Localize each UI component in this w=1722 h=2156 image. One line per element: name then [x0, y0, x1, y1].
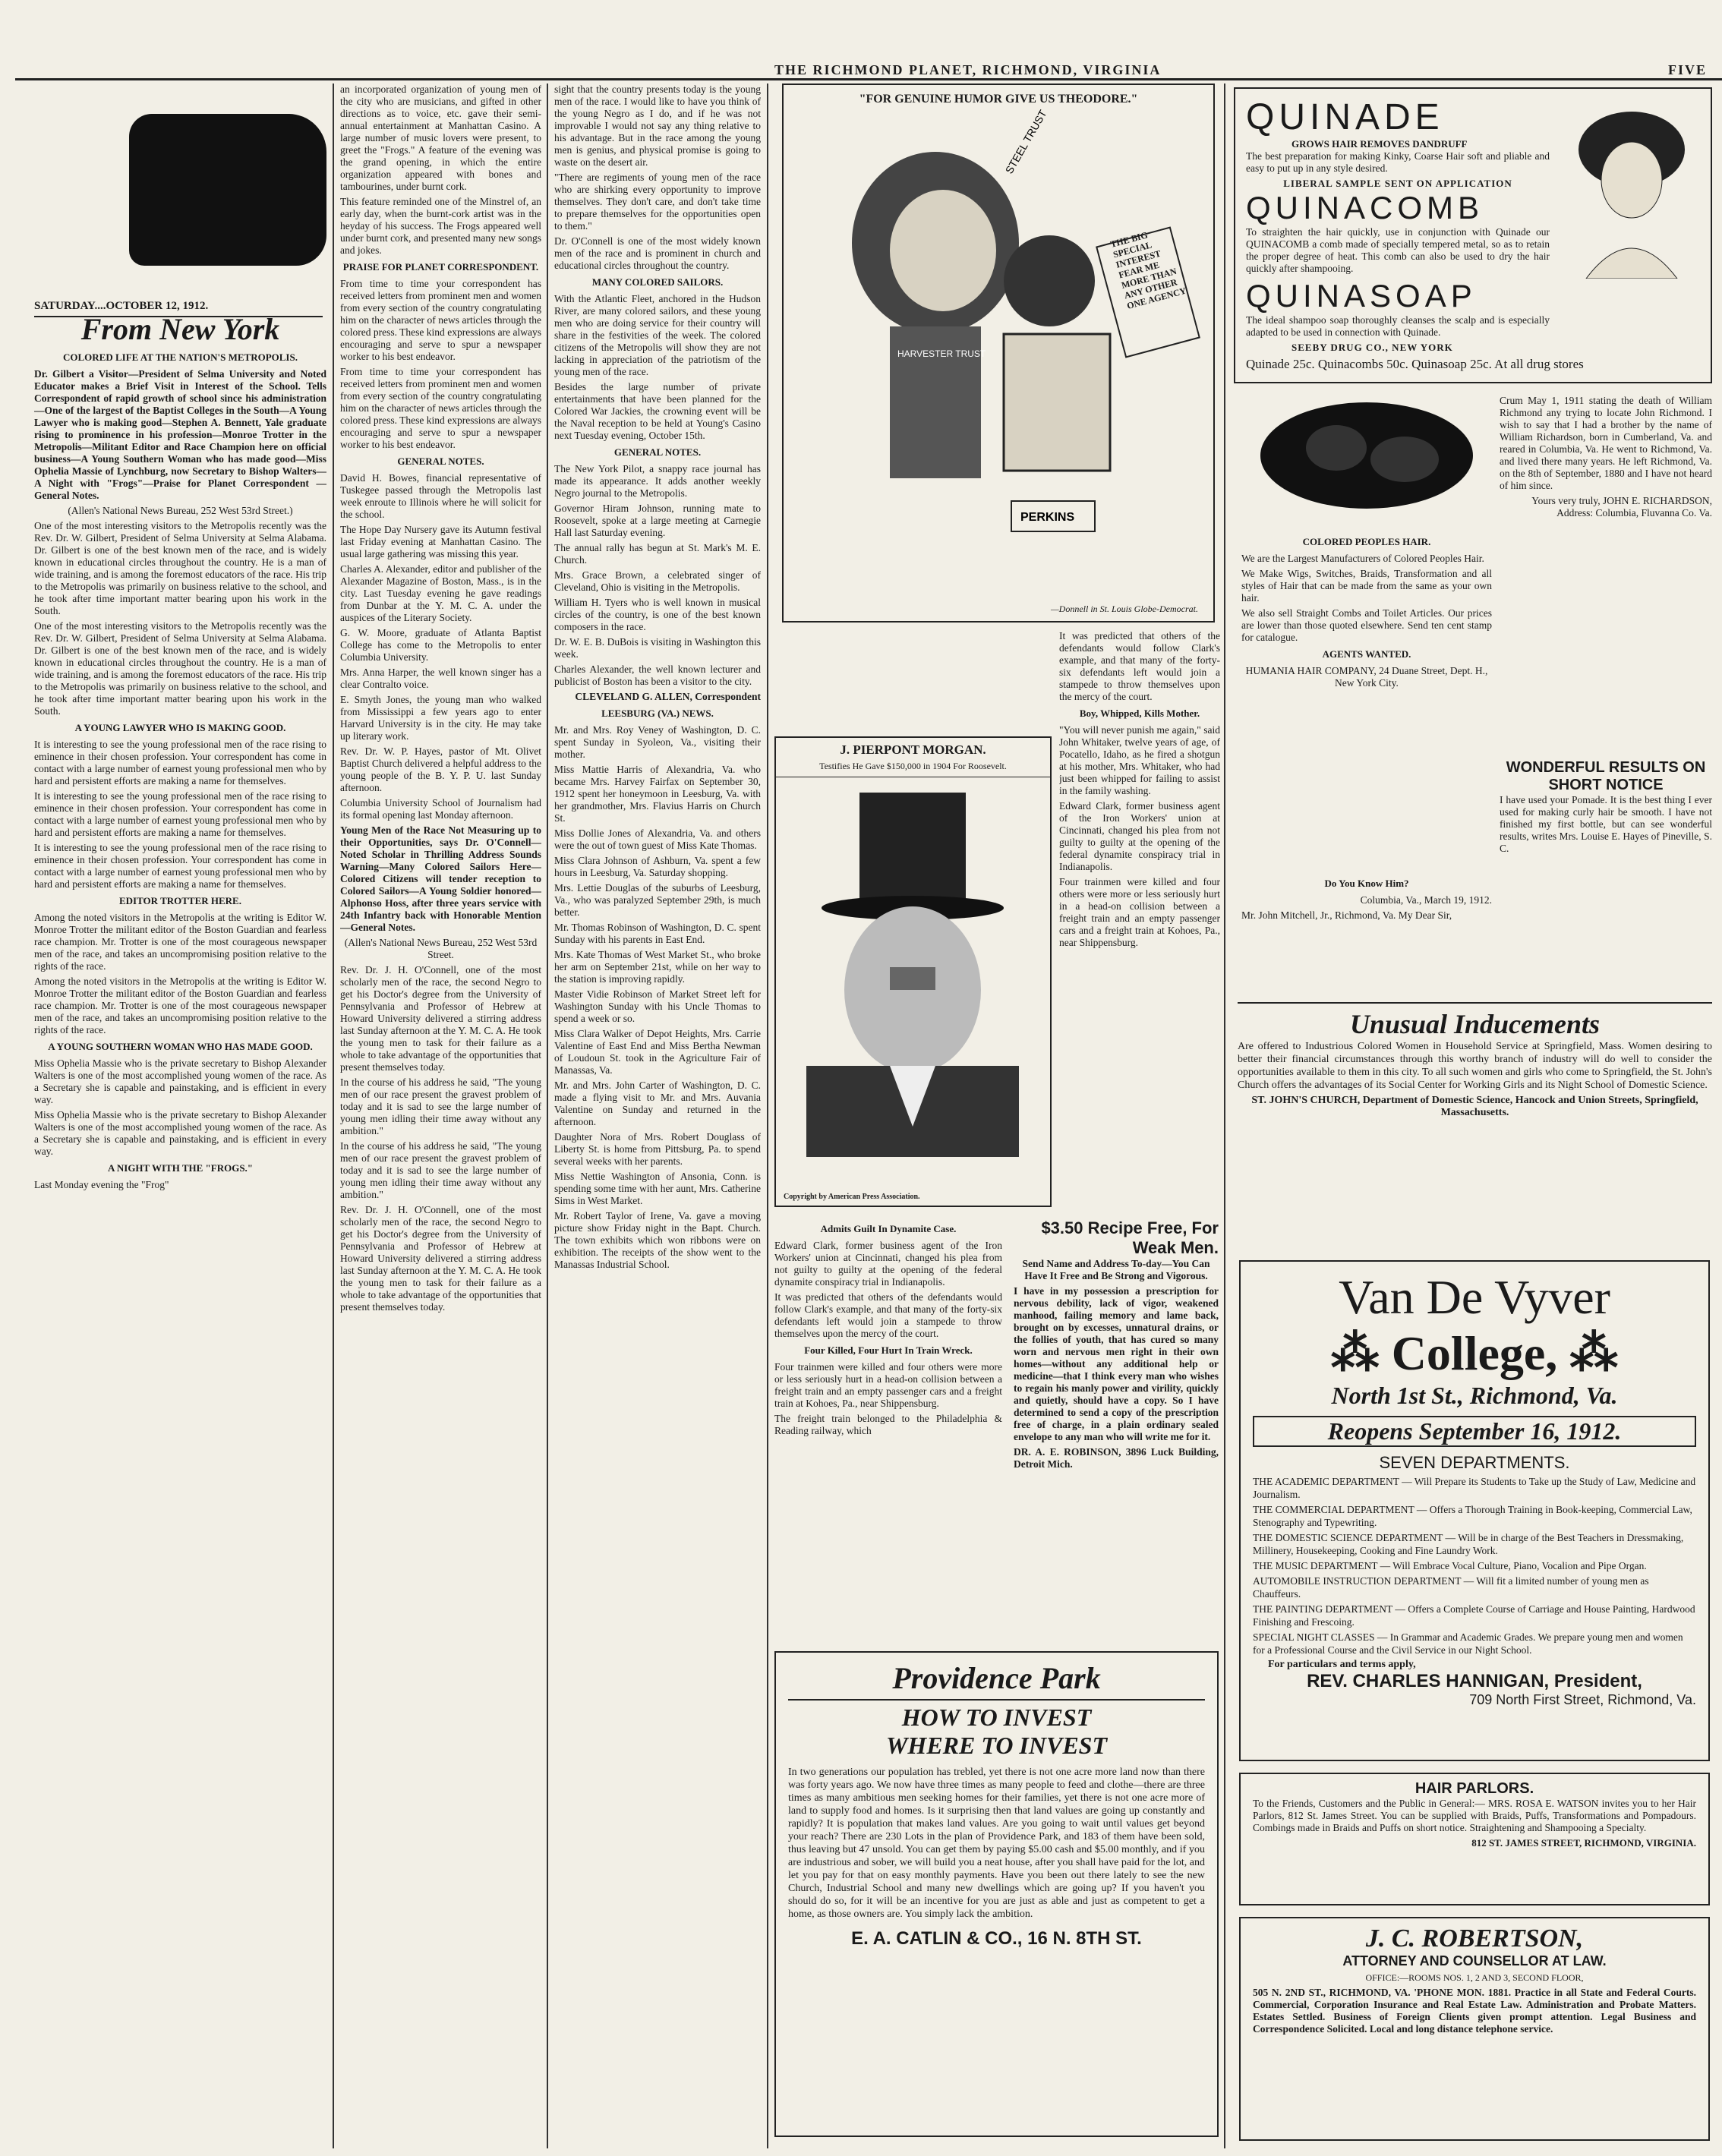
ad-body: To straighten the hair quickly, use in conjunction with Quinade our QUINACOMB a comb made of specially tempered metal, so as to retain the proper degree of heat. This comb can also be used to dry the hair quickly after shampooing. — [1246, 226, 1550, 274]
paragraph: The freight train belonged to the Philadelphia & Reading railway, which — [774, 1413, 1002, 1436]
paragraph: Governor Hiram Johnson, running mate to Roosevelt, spoke at a large meeting at Carnegie Hall last Saturday evening. — [554, 503, 761, 538]
deck: Young Men of the Race Not Measuring up to their Opportunities, says Dr. O'Connell—Noted Scholar in Thrilling Address Sounds Warning—Many Colored Sailors Here—Colored Citizens will tender reception to Colored Sailors—A Young Soldier honored—Alphonso Hoss, after three years service with 24th Infantry back with Honorable Mention—General Notes. — [340, 824, 541, 933]
column-rule — [1224, 84, 1225, 2148]
notice-body: Crum May 1, 1911 stating the death of William Richmond any trying to locate John Richmond. I wish to say that I had a brother by the name of William Richardson, born in Cumberland, Va. and reared in Columbia, Va. He went to Richmond, Va. and lived there many years. He left Richmond, Va. on the 8th of September, 1880 and I have not heard of him since. — [1500, 395, 1712, 491]
ad-body: We also sell Straight Combs and Toilet Articles. Our prices are lower than those quoted elsewhere. Send ten cent stamp for catalogue. — [1241, 607, 1492, 643]
fleuron-icon: ⁂ — [1569, 1326, 1619, 1380]
paragraph: Miss Clara Walker of Depot Heights, Mrs. Carrie Valentine of East End and Miss Bertha Newman of Loudoun St. took in the Agriculture Fair of Manassas, Va. — [554, 1028, 761, 1076]
ad-firm: E. A. CATLIN & CO., 16 N. 8TH ST. — [851, 1928, 1142, 1949]
ad-body: To the Friends, Customers and the Public in General:— MRS. ROSA E. WATSON invites you to her Hair Parlors, 812 St. James Street. You can be supplied with Braids, Puffs, Transformations and Pompadours. Combings made in Braids and Puffs on short notice. Straightening and Shampooing a Specialty. — [1253, 1798, 1696, 1833]
paragraph: This feature reminded one of the Minstrel of, an early day, when the burnt-cork artist was in the heyday of his success. The Frogs appeared well under burnt cork, and presented many new songs and jokes. — [340, 196, 541, 256]
department-item: THE PAINTING DEPARTMENT — Offers a Complete Course of Carriage and House Painting, Hardwood Finishing and Frescoing. — [1253, 1603, 1695, 1628]
paragraph: Four trainmen were killed and four others were more or less seriously hurt in a head-on collision between a freight train and an empty passenger cars and a freight train at Kohoes, Pa., near Shippensburg. — [774, 1361, 1002, 1409]
column-4-upper — [1059, 630, 1220, 1222]
ad-title: QUINACOMB — [1246, 190, 1484, 225]
hair-company-ad — [1241, 531, 1492, 790]
do-you-know-him — [1241, 873, 1492, 994]
college-street: 709 North First Street, Richmond, Va. — [1469, 1692, 1696, 1707]
ad-title: COLORED PEOPLES HAIR. — [1302, 536, 1431, 547]
section-head: Admits Guilt In Dynamite Case. — [820, 1223, 957, 1234]
paragraph: Mr. and Mrs. Roy Veney of Washington, D. C. spent Sunday in Syoleon, Va., visiting their mother. — [554, 724, 761, 760]
paragraph: Dr. W. E. B. DuBois is visiting in Washington this week. — [554, 636, 761, 660]
portrait-name: J. PIERPONT MORGAN. — [840, 742, 986, 757]
ad-title: Providence Park — [892, 1661, 1101, 1695]
cartoon-drawing — [784, 106, 1213, 592]
department-item: THE ACADEMIC DEPARTMENT — Will Prepare its Students to Take up the Study of Law, Medicine and Journalism. — [1253, 1476, 1696, 1500]
ad-subtitle: WHERE TO INVEST — [885, 1732, 1108, 1759]
paragraph: One of the most interesting visitors to the Metropolis recently was the Rev. Dr. W. Gilbert, President of Selma University at Selma Alabama. Dr. Gilbert is one of the best known men of the race, and is widely known in educational circles throughout the country. He is a man of wide training, and is among the foremost educators of the race. His trip to the Metropolis was primarily on business relative to the school, and he took after time important matter bearing upon his work in the South. — [34, 620, 326, 717]
paragraph: Miss Mattie Harris of Alexandria, Va. who became Mrs. Harvey Fairfax on September 30, 1912 spent her honeymoon in Leesburg, Va. with her grandmother, Mrs. Flavius Harris on Church St. — [554, 764, 761, 824]
wonderful-results-ad — [1500, 759, 1712, 987]
paragraph: The annual rally has begun at St. Mark's M. E. Church. — [554, 542, 761, 566]
cartoon-sign: THE BIG SPECIAL INTEREST FEAR ME MORE THAN ANY OTHER ONE AGENCY — [1109, 229, 1187, 311]
paragraph: Edward Clark, former business agent of the Iron Workers' union at Cincinnati, changed his plea from not guilty to guilty at the opening of the federal dynamite conspiracy trial in Indianapolis. — [1059, 800, 1220, 872]
paragraph: Rev. Dr. J. H. O'Connell, one of the most scholarly men of the race, the second Negro to get his Doctor's degree from the University of Pennsylvania and Professor of Hebrew at Howard University delivered a stirring address last Sunday afternoon at the Y. M. C. A. He took the young men to task for their failure as a whole to take advantage of the opportunities that present themselves today. — [340, 1204, 541, 1313]
section-head: PRAISE FOR PLANET CORRESPONDENT. — [342, 261, 539, 273]
paragraph: It is interesting to see the young professional men of the race rising to eminence in their chosen profession. Your correspondent has come in contact with a large number of earnest young professional men who by hard and persistent efforts are making a name for themselves. — [34, 739, 326, 786]
ad-tagline: GROWS HAIR REMOVES DANDRUFF — [1292, 138, 1468, 150]
paragraph: From time to time your correspondent has received letters from prominent men and women from every section of the country congratulating him on the character of news articles through the colored press. These kind expressions are always encouraging and serve to spur a newspaper worker to his best endeavor. — [340, 366, 541, 450]
paragraph: The Hope Day Nursery gave its Autumn festival last Friday evening at Manhattan Casino. The usual large gathering was missing this year. — [340, 524, 541, 559]
notice-title: Do You Know Him? — [1324, 878, 1409, 889]
political-cartoon — [782, 84, 1215, 623]
column-1 — [34, 311, 326, 2148]
correspondent-signoff: CLEVELAND G. ALLEN, Correspondent — [575, 691, 761, 702]
paragraph: Mrs. Grace Brown, a celebrated singer of Cleveland, Ohio is visiting in the Metropolis. — [554, 569, 761, 593]
paragraph: Edward Clark, former business agent of the Iron Workers' union at Cincinnati, changed his plea from not guilty to guilty at the opening of the federal dynamite conspiracy trial in Indianapolis. — [774, 1240, 1002, 1288]
paragraph: Daughter Nora of Mrs. Robert Douglass of Liberty St. is home from Pittsburg, Pa. to spend several weeks with her parents. — [554, 1131, 761, 1167]
department-item: AUTOMOBILE INSTRUCTION DEPARTMENT — Will fit a limited number of young men as Chauffeurs. — [1253, 1575, 1649, 1600]
cartoon-label: HARVESTER TRUST — [897, 348, 986, 359]
bureau-line: (Allen's National News Bureau, 252 West 53rd Street.) — [68, 505, 293, 516]
paragraph: William H. Tyers who is well known in musical circles of the country, is one of the best known composers in the race. — [554, 597, 761, 632]
ad-body: I have used your Pomade. It is the best thing I ever used for making curly hair be smooth. I have not finished my first bottle, but can see wonderful results, writes Mrs. Louise E. Hayes of Pineville, S. C. — [1500, 794, 1712, 854]
paragraph: Mr. Thomas Robinson of Washington, D. C. spent Sunday with his parents in East End. — [554, 922, 761, 945]
apply-line: For particulars and terms apply, — [1268, 1659, 1416, 1670]
robertson-attorney-ad — [1239, 1917, 1710, 2141]
cartoon-credit: —Donnell in St. Louis Globe-Democrat. — [1051, 604, 1198, 614]
fleuron-icon: ⁂ — [1330, 1326, 1380, 1380]
ad-title: QUINADE — [1246, 97, 1444, 137]
paragraph: "You will never punish me again," said John Whitaker, twelve years of age, of Pocatello, Idaho, as he fired a shotgun at his mother, Mrs. Whitaker, who had just been whipped for failing to assist in the family washing. — [1059, 724, 1220, 796]
ad-title: Unusual Inducements — [1349, 1009, 1601, 1039]
paragraph: In the course of his address he said, "The young men of our race present the gravest problem of today and it is sad to see the large number of young men idling their time away without any ambition." — [340, 1140, 541, 1200]
recipe-address: DR. A. E. ROBINSON, 3896 Luck Building, Detroit Mich. — [1014, 1446, 1219, 1470]
providence-park-ad — [774, 1651, 1219, 2137]
woman-portrait-icon — [1563, 104, 1700, 279]
paragraph: Columbia University School of Journalism had its formal opening last Monday afternoon. — [340, 797, 541, 821]
paragraph: Mrs. Anna Harper, the well known singer has a clear Contralto voice. — [340, 667, 541, 690]
masthead-title: THE RICHMOND PLANET, RICHMOND, VIRGINIA — [774, 62, 1162, 77]
section-head: MANY COLORED SAILORS. — [591, 276, 724, 288]
ad-sign: ST. JOHN'S CHURCH, Department of Domestic Science, Hancock and Union Streets, Springfield, Massachusetts. — [1251, 1095, 1698, 1118]
cartoon-label: PERKINS — [1020, 511, 1075, 524]
ad-body: The best preparation for making Kinky, Coarse Hair soft and pliable and easy to put up in any style desired. — [1246, 150, 1550, 174]
paragraph: Mrs. Kate Thomas of West Market St., who broke her arm on September 21st, while on her way to the station is improving rapidly. — [554, 949, 761, 985]
ad-offer: LIBERAL SAMPLE SENT ON APPLICATION — [1283, 178, 1512, 189]
ad-body: We Make Wigs, Switches, Braids, Transformation and all styles of Hair that can be made from the same as your own hair. — [1241, 568, 1492, 604]
paragraph: sight that the country presents today is the young men of the race. I would like to have you think of the young Negro as I do, and if he was not improvable I would not say any thing relative to his advantage. But in the race among the young men is genius, and physical promise is going to waste on the desert air. — [554, 84, 761, 168]
hair-parlors-ad — [1239, 1773, 1710, 1905]
paragraph: Four trainmen were killed and four others were more or less seriously hurt in a head-on collision between a freight train and an empty passenger cars and a freight train at Kohoes, Pa., near Shippensburg. — [1059, 876, 1220, 948]
portrait-credit: Copyright by American Press Association. — [784, 1193, 920, 1201]
paragraph: Mr. and Mrs. John Carter of Washington, D. C. made a flying visit to Mr. and Mrs. Auvania Valentine on Sunday and returned in the afternoon. — [554, 1080, 761, 1127]
cartoon-label: STEEL TRUST — [1002, 107, 1049, 176]
paragraph: The New York Pilot, a snappy race journal has made its appearance. It adds another weekly Negro journal to the Metropolis. — [554, 463, 761, 499]
college-name-2 — [1253, 1325, 1696, 1382]
page-number: FIVE — [1667, 62, 1707, 77]
section-head: A YOUNG SOUTHERN WOMAN WHO HAS MADE GOOD. — [48, 1041, 313, 1052]
attorney-office: OFFICE:—ROOMS NOS. 1, 2 AND 3, SECOND FLOOR, — [1365, 1972, 1584, 1983]
paragraph: Miss Nettie Washington of Ansonia, Conn. is spending some time with her aunt, Mrs. Catherine Sims in West Market. — [554, 1171, 761, 1206]
department-item: SPECIAL NIGHT CLASSES — In Grammar and Academic Grades. We prepare young men and women for a Professional Course and the Civil Service in our Night School. — [1253, 1631, 1683, 1656]
paragraph: It is interesting to see the young professional men of the race rising to eminence in their chosen profession. Your correspondent has come in contact with a large number of earnest young professional men who by hard and persistent efforts are making a name for themselves. — [34, 790, 326, 838]
paragraph: Miss Clara Johnson of Ashburn, Va. spent a few hours in Leesburg, Va. Saturday shopping. — [554, 855, 761, 878]
ad-body: We are the Largest Manufacturers of Colored Peoples Hair. — [1241, 553, 1484, 564]
section-head: Boy, Whipped, Kills Mother. — [1079, 708, 1200, 719]
ad-body: Are offered to Industrious Colored Women in Household Service at Springfield, Mass. Women desiring to better their financial circumstances through this worthy branch of industry will do well to consider the opportunities available to them in this city. To all such women and girls who come to Springfield, the St. John's Church offers the advantages of its Social Center for Working Girls and its Night School of Domestic Science. — [1238, 1041, 1712, 1091]
ad-body: The ideal shampoo soap thoroughly cleanses the scalp and is especially adapted to be used in connection with Quinade. — [1246, 314, 1550, 338]
notice-sign: Yours very truly, JOHN E. RICHARDSON, Address: Columbia, Fluvanna Co. Va. — [1531, 495, 1712, 519]
bureau-line: (Allen's National News Bureau, 252 West 53rd Street. — [344, 937, 538, 960]
subhead: COLORED LIFE AT THE NATION'S METROPOLIS. — [63, 351, 298, 363]
recipe-title: $3.50 Recipe Free, For Weak Men. — [1041, 1218, 1219, 1257]
paragraph: It was predicted that others of the defendants would follow Clark's example, and that many of the forty-six defendants left would join a stampede to throw themselves upon the mercy of the court. — [1059, 630, 1220, 702]
paragraph: "There are regiments of young men of the race who are shirking every opportunity to improve themselves. They don't care, and don't take time to prepare themselves for the opportunities open to them." — [554, 172, 761, 232]
department-item: THE COMMERCIAL DEPARTMENT — Offers a Thorough Training in Book-keeping, Commercial Law, Stenography and Typewriting. — [1253, 1504, 1692, 1528]
paragraph: Among the noted visitors in the Metropolis at the writing is Editor W. Monroe Trotter the militant editor of the Boston Guardian and fearless race champion. Mr. Trotter is one of the most courageous newspaper men of the race, and takes an uncompromising position relative to the rights of the race. — [34, 912, 326, 972]
ad-title: WONDERFUL RESULTS ON SHORT NOTICE — [1506, 759, 1706, 793]
attorney-title: ATTORNEY AND COUNSELLOR AT LAW. — [1342, 1953, 1607, 1968]
column-3 — [554, 84, 761, 2148]
college-word: College, — [1391, 1326, 1558, 1380]
column-4-lower — [774, 1218, 1219, 1644]
paragraph: E. Smyth Jones, the young man who walked from Mississippi a few years ago to enter Harvard University is in the city. He may take up literary work. — [340, 694, 541, 742]
attorney-body: 505 N. 2ND ST., RICHMOND, VA. 'PHONE MON. 1881. Practice in all State and Federal Courts. Commercial, Corporation Insurance and Real Estate Law. Administration and Probate Matters. Estates Settled. Business of Foreign Clients given prompt attention. Legal Business and Correspondence Solicited. Local and long distance telephone service. — [1253, 1987, 1696, 2035]
ad-prices: Quinade 25c. Quinacombs 50c. Quinasoap 25c. At all drug stores — [1246, 357, 1584, 371]
van-de-vyver-ad — [1239, 1260, 1710, 1761]
paragraph: Master Vidie Robinson of Market Street left for Washington Sunday with his Uncle Thomas to spend a week or so. — [554, 988, 761, 1024]
ad-address: 812 ST. JAMES STREET, RICHMOND, VIRGINIA. — [1471, 1837, 1696, 1849]
paragraph: Mr. Robert Taylor of Irene, Va. gave a moving picture show Friday night in the Bapt. Church. The town exhibits which won ribbons were on exhibition. The receipts of the show went to the Manassas Industrial School. — [554, 1210, 761, 1270]
section-head: A YOUNG LAWYER WHO IS MAKING GOOD. — [74, 722, 286, 733]
paragraph: Dr. O'Connell is one of the most widely known men of the race and is prominent in church and educational circles throughout the country. — [554, 235, 761, 271]
section-head: LEESBURG (VA.) NEWS. — [601, 708, 714, 719]
ad-body: In two generations our population has trebled, yet there is not one acre more land now than there was forty years ago. We now have three times as many people to feed and clothe—there are three times as many ambitious men seeking homes for their families, yet there is not one acre more of land to supply food and homes. Is it surprising then that land values are going up constantly and rapidly? It is population that makes land values. Are you going to wait until values get beyond your reach? There are 230 Lots in the plan of Providence Park, and 183 of them have been sold, thus leaving but 47 unsold. You can get them by paying $5.00 cash and $5.00 monthly, and if you are industrious and sober, we will build you a neat house, after you shall have paid for the lot, and let you pay for that on easy monthly payments. Have you been out there lately to see the new Church, Industrial School and many new dwellings which are going up? If you haven't you should do so, for it will be an incentive for you are just as able and just as competent to get a home, as those owners are. You simply lack the ambition. — [788, 1767, 1205, 1920]
headline-from-new-york: From New York — [80, 312, 280, 346]
department-item: THE MUSIC DEPARTMENT — Will Embrace Vocal Culture, Piano, Vocalion and Pipe Organ. — [1253, 1560, 1647, 1571]
masthead-logo-damage — [129, 114, 326, 266]
paragraph: Mrs. Lettie Douglas of the suburbs of Leesburg, Va., who was paralyzed September 29th, is much better. — [554, 882, 761, 918]
section-head: GENERAL NOTES. — [613, 446, 702, 458]
paragraph: an incorporated organization of young men of the city who are musicians, and gifted in other directions as to voice, etc. gave their semi-annual entertainment at Manhattan Casino. A large number of music lovers were present, to greet the "Frogs." A feature of the evening was the grand opening, in which the entire organization appeared with bones and tambourines, under burnt cork. — [340, 84, 541, 192]
deck: Dr. Gilbert a Visitor—President of Selma University and Noted Educator makes a Brief Visit in Interest of the School. Tells Correspondent of rapid growth of school since his administration—One of the largest of the Baptist Colleges in the South—A Young Lawyer who is making good—Stephen A. Bennett, Yale graduate rising to prominence in his profession—Monroe Trotter in the Metropolis—Militant Editor and Race Champion here on official business—A Young Southern Woman who has made good—Miss Ophelia Massie of Lynchburg, now Secretary to Bishop Walters—A Night with "Frogs"—Praise for Planet Correspondent — General Notes. — [34, 368, 326, 501]
column-rule — [333, 84, 334, 2148]
notice-place: Columbia, Va., March 19, 1912. — [1360, 894, 1492, 906]
recipe-body: I have in my possession a prescription for nervous debility, lack of vigor, weakened manhood, failing memory and lame back, brought on by excesses, unnatural drains, or the follies of youth, that has cured so many worn and nervous men right in their own homes—without any additional help or medicine—that I think every man who wishes to regain his manly power and virility, quickly and quietly, should have a copy. So I have determined to send a copy of the prescription free of charge, in a plain ordinary sealed envelope to any man who will write me for it. — [1014, 1285, 1219, 1442]
paragraph: Miss Ophelia Massie who is the private secretary to Bishop Alexander Walters is one of the most accomplished young women of the race. As a Secretary she is capable and painstaking, and is efficient in every way. — [34, 1109, 326, 1157]
paragraph: Last Monday evening the "Frog" — [34, 1179, 169, 1190]
portrait-drawing — [776, 777, 1050, 1157]
ad-agents: AGENTS WANTED. — [1322, 648, 1411, 660]
recipe-lead: Send Name and Address To-day—You Can Have It Free and Be Strong and Vigorous. — [1022, 1258, 1210, 1281]
paragraph: Among the noted visitors in the Metropolis at the writing is Editor W. Monroe Trotter the militant editor of the Boston Guardian and fearless race champion. Mr. Trotter is one of the most courageous newspaper men of the race, and takes an uncompromising position relative to the rights of the race. — [34, 976, 326, 1035]
issue-date: SATURDAY....OCTOBER 12, 1912. — [34, 300, 323, 317]
notice-to: Mr. John Mitchell, Jr., Richmond, Va. My Dear Sir, — [1241, 909, 1452, 921]
paragraph: Charles A. Alexander, editor and publisher of the Alexander Magazine of Boston, Mass., is in the city. Last Tuesday evening he gave readings from Dunbar at the Y. M. C. A. under the auspices of the Literary Society. — [340, 563, 541, 623]
departments-list — [1253, 1475, 1696, 1656]
section-head: A NIGHT WITH THE "FROGS." — [107, 1162, 254, 1174]
paragraph: From time to time your correspondent has received letters from prominent men and women from every section of the country congratulating him on the character of news articles through the colored press. These kind expressions are always encouraging and serve to spur a newspaper worker to his best endeavor. — [340, 278, 541, 362]
recipe-ad — [1014, 1218, 1219, 1474]
quinade-ad — [1234, 87, 1712, 383]
paragraph: Miss Dollie Jones of Alexandria, Va. and others were the out of town guest of Miss Kate Thomas. — [554, 827, 761, 851]
morgan-portrait — [774, 736, 1052, 1207]
portrait-caption: Testifies He Gave $150,000 in 1904 For Roosevelt. — [819, 761, 1007, 771]
paragraph: Charles Alexander, the well known lecturer and publicist of Boston has been a visitor to the city. — [554, 664, 761, 687]
college-address: North 1st St., Richmond, Va. — [1331, 1382, 1618, 1409]
ad-company: HUMANIA HAIR COMPANY, 24 Duane Street, Dept. H., New York City. — [1245, 665, 1488, 689]
column-2 — [340, 84, 541, 2148]
unusual-inducements-ad — [1238, 1002, 1712, 1253]
ad-title: QUINASOAP — [1246, 278, 1477, 314]
paragraph: In the course of his address he said, "The young men of our race present the gravest problem of today and it is sad to see the large number of young men idling their time away without any ambition." — [340, 1076, 541, 1136]
column-rule — [547, 84, 548, 2148]
hair-switch-image — [1245, 395, 1488, 516]
reopens-banner: Reopens September 16, 1912. — [1253, 1416, 1696, 1447]
section-head: Four Killed, Four Hurt In Train Wreck. — [804, 1344, 973, 1356]
college-president: REV. CHARLES HANNIGAN, President, — [1307, 1671, 1642, 1691]
paragraph: One of the most interesting visitors to the Metropolis recently was the Rev. Dr. W. Gilbert, President of Selma University at Selma Alabama. Dr. Gilbert is one of the best known men of the race, and is widely known in educational circles throughout the country. He is a man of wide training, and is among the foremost educators of the race. His trip to the Metropolis was primarily on business relative to the school, and he took after time important matter bearing upon his work in the South. — [34, 520, 326, 616]
paragraph: It was predicted that others of the defendants would follow Clark's example, and that many of the forty-six defendants left would join a stampede to throw themselves upon the mercy of the court. — [774, 1291, 1002, 1339]
missing-person-notice — [1500, 395, 1712, 752]
paragraph: G. W. Moore, graduate of Atlanta Baptist College has come to the Metropolis to enter Columbia University. — [340, 627, 541, 663]
paragraph: Rev. Dr. W. P. Hayes, pastor of Mt. Olivet Baptist Church delivered a helpful address to the young people of the B. Y. P. U. last Sunday afternoon. — [340, 745, 541, 793]
ad-title: HAIR PARLORS. — [1414, 1780, 1534, 1797]
masthead-rule — [15, 61, 1722, 80]
departments-head: SEVEN DEPARTMENTS. — [1379, 1453, 1570, 1472]
college-name: Van De Vyver — [1339, 1270, 1610, 1324]
attorney-name: J. C. ROBERTSON, — [1365, 1924, 1584, 1953]
paragraph: David H. Bowes, financial representative of Tuskegee passed through the Metropolis last week enroute to Illinois where he will solicit for the school. — [340, 472, 541, 520]
section-head: GENERAL NOTES. — [397, 455, 484, 467]
column-rule — [767, 84, 768, 2148]
department-item: THE DOMESTIC SCIENCE DEPARTMENT — Will be in charge of the Best Teachers in Dressmaking, Millinery, Housekeeping, Cooking and Fine Laundry Work. — [1253, 1532, 1684, 1556]
paragraph: Besides the large number of private entertainments that have been planned for the Colored War Jackies, the crowning event will be the Naval reception to be held at Young's Casino next Tuesday evening, October 15th. — [554, 381, 761, 441]
ad-subtitle: HOW TO INVEST — [901, 1704, 1092, 1731]
paragraph: It is interesting to see the young professional men of the race rising to eminence in their chosen profession. Your correspondent has come in contact with a large number of earnest young professional men who by hard and persistent efforts are making a name for themselves. — [34, 842, 326, 890]
ad-maker: SEEBY DRUG CO., NEW YORK — [1292, 342, 1453, 353]
cartoon-caption: "FOR GENUINE HUMOR GIVE US THEODORE." — [859, 93, 1138, 106]
section-head: EDITOR TROTTER HERE. — [119, 895, 241, 906]
paragraph: Miss Ophelia Massie who is the private secretary to Bishop Alexander Walters is one of the most accomplished young women of the race. As a Secretary she is capable and painstaking, and is efficient in every way. — [34, 1058, 326, 1105]
paragraph: Rev. Dr. J. H. O'Connell, one of the most scholarly men of the race, the second Negro to get his Doctor's degree from the University of Pennsylvania and Professor of Hebrew at Howard University delivered a stirring address last Sunday afternoon at the Y. M. C. A. He took the young men to task for their failure as a whole to take advantage of the opportunities that present themselves today. — [340, 964, 541, 1073]
paragraph: With the Atlantic Fleet, anchored in the Hudson River, are many colored sailors, and these young men who are doing service for their country will share in the festivities of the week. The colored citizens of the Metropolis will show they are not lacking in appreciation of the patriotism of the young men of the race. — [554, 293, 761, 377]
